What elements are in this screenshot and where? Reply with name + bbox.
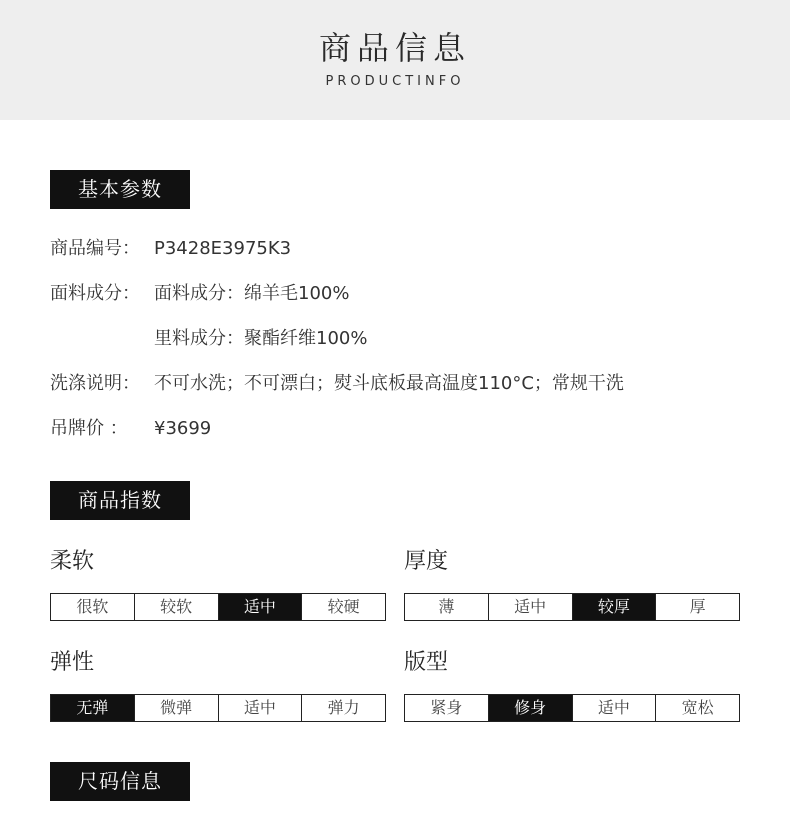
scale-option: 修身 [488, 695, 572, 721]
index-title-elasticity: 弹性 [50, 650, 95, 675]
scale-option: 适中 [218, 695, 302, 721]
param-label: 面料成分： [50, 283, 140, 304]
scale-option: 紧身 [430, 698, 463, 717]
section-basic-params: 基本参数 [50, 170, 190, 209]
index-title-fit: 版型 [404, 650, 449, 675]
section-product-index: 商品指数 [50, 481, 190, 520]
param-value: 里料成分：聚酯纤维100% [154, 328, 368, 349]
param-row-product-code [50, 237, 291, 261]
scale-option: 无弹 [51, 695, 134, 721]
scale-option: 薄 [438, 597, 455, 616]
section-size-info: 尺码信息 [50, 762, 190, 801]
param-label: 商品编号： [50, 238, 140, 259]
scale-option: 较厚 [572, 594, 656, 620]
scale-option: 弹力 [301, 695, 385, 721]
scale-option: 厚 [655, 594, 739, 620]
page-subtitle: PRODUCTINFO [325, 74, 465, 89]
scale-elasticity [50, 694, 386, 722]
param-label: 洗涤说明： [50, 373, 140, 394]
param-row-fabric [50, 282, 349, 306]
param-row-lining [50, 327, 367, 351]
param-value: ¥3699 [154, 418, 212, 439]
page-title: 商品信息 [318, 29, 471, 67]
scale-fit [404, 694, 740, 722]
param-value: 不可水洗；不可漂白；熨斗底板最高温度110°C；常规干洗 [154, 373, 624, 394]
scale-option: 很软 [76, 597, 109, 616]
param-row-washing [50, 372, 624, 396]
scale-option: 适中 [572, 695, 656, 721]
param-value: 面料成分：绵羊毛100% [154, 283, 350, 304]
param-row-tag-price [50, 417, 211, 441]
scale-option: 宽松 [655, 695, 739, 721]
scale-option: 适中 [218, 594, 302, 620]
param-label: 吊牌价 ： [50, 418, 128, 439]
index-title-thickness: 厚度 [404, 549, 449, 574]
scale-option: 较硬 [301, 594, 385, 620]
param-value: P3428E3975K3 [154, 238, 292, 259]
header-banner [0, 0, 790, 120]
scale-option: 微弹 [134, 695, 218, 721]
scale-option: 适中 [488, 594, 572, 620]
scale-thickness [404, 593, 740, 621]
scale-option: 较软 [134, 594, 218, 620]
index-title-softness: 柔软 [50, 549, 95, 574]
scale-softness [50, 593, 386, 621]
